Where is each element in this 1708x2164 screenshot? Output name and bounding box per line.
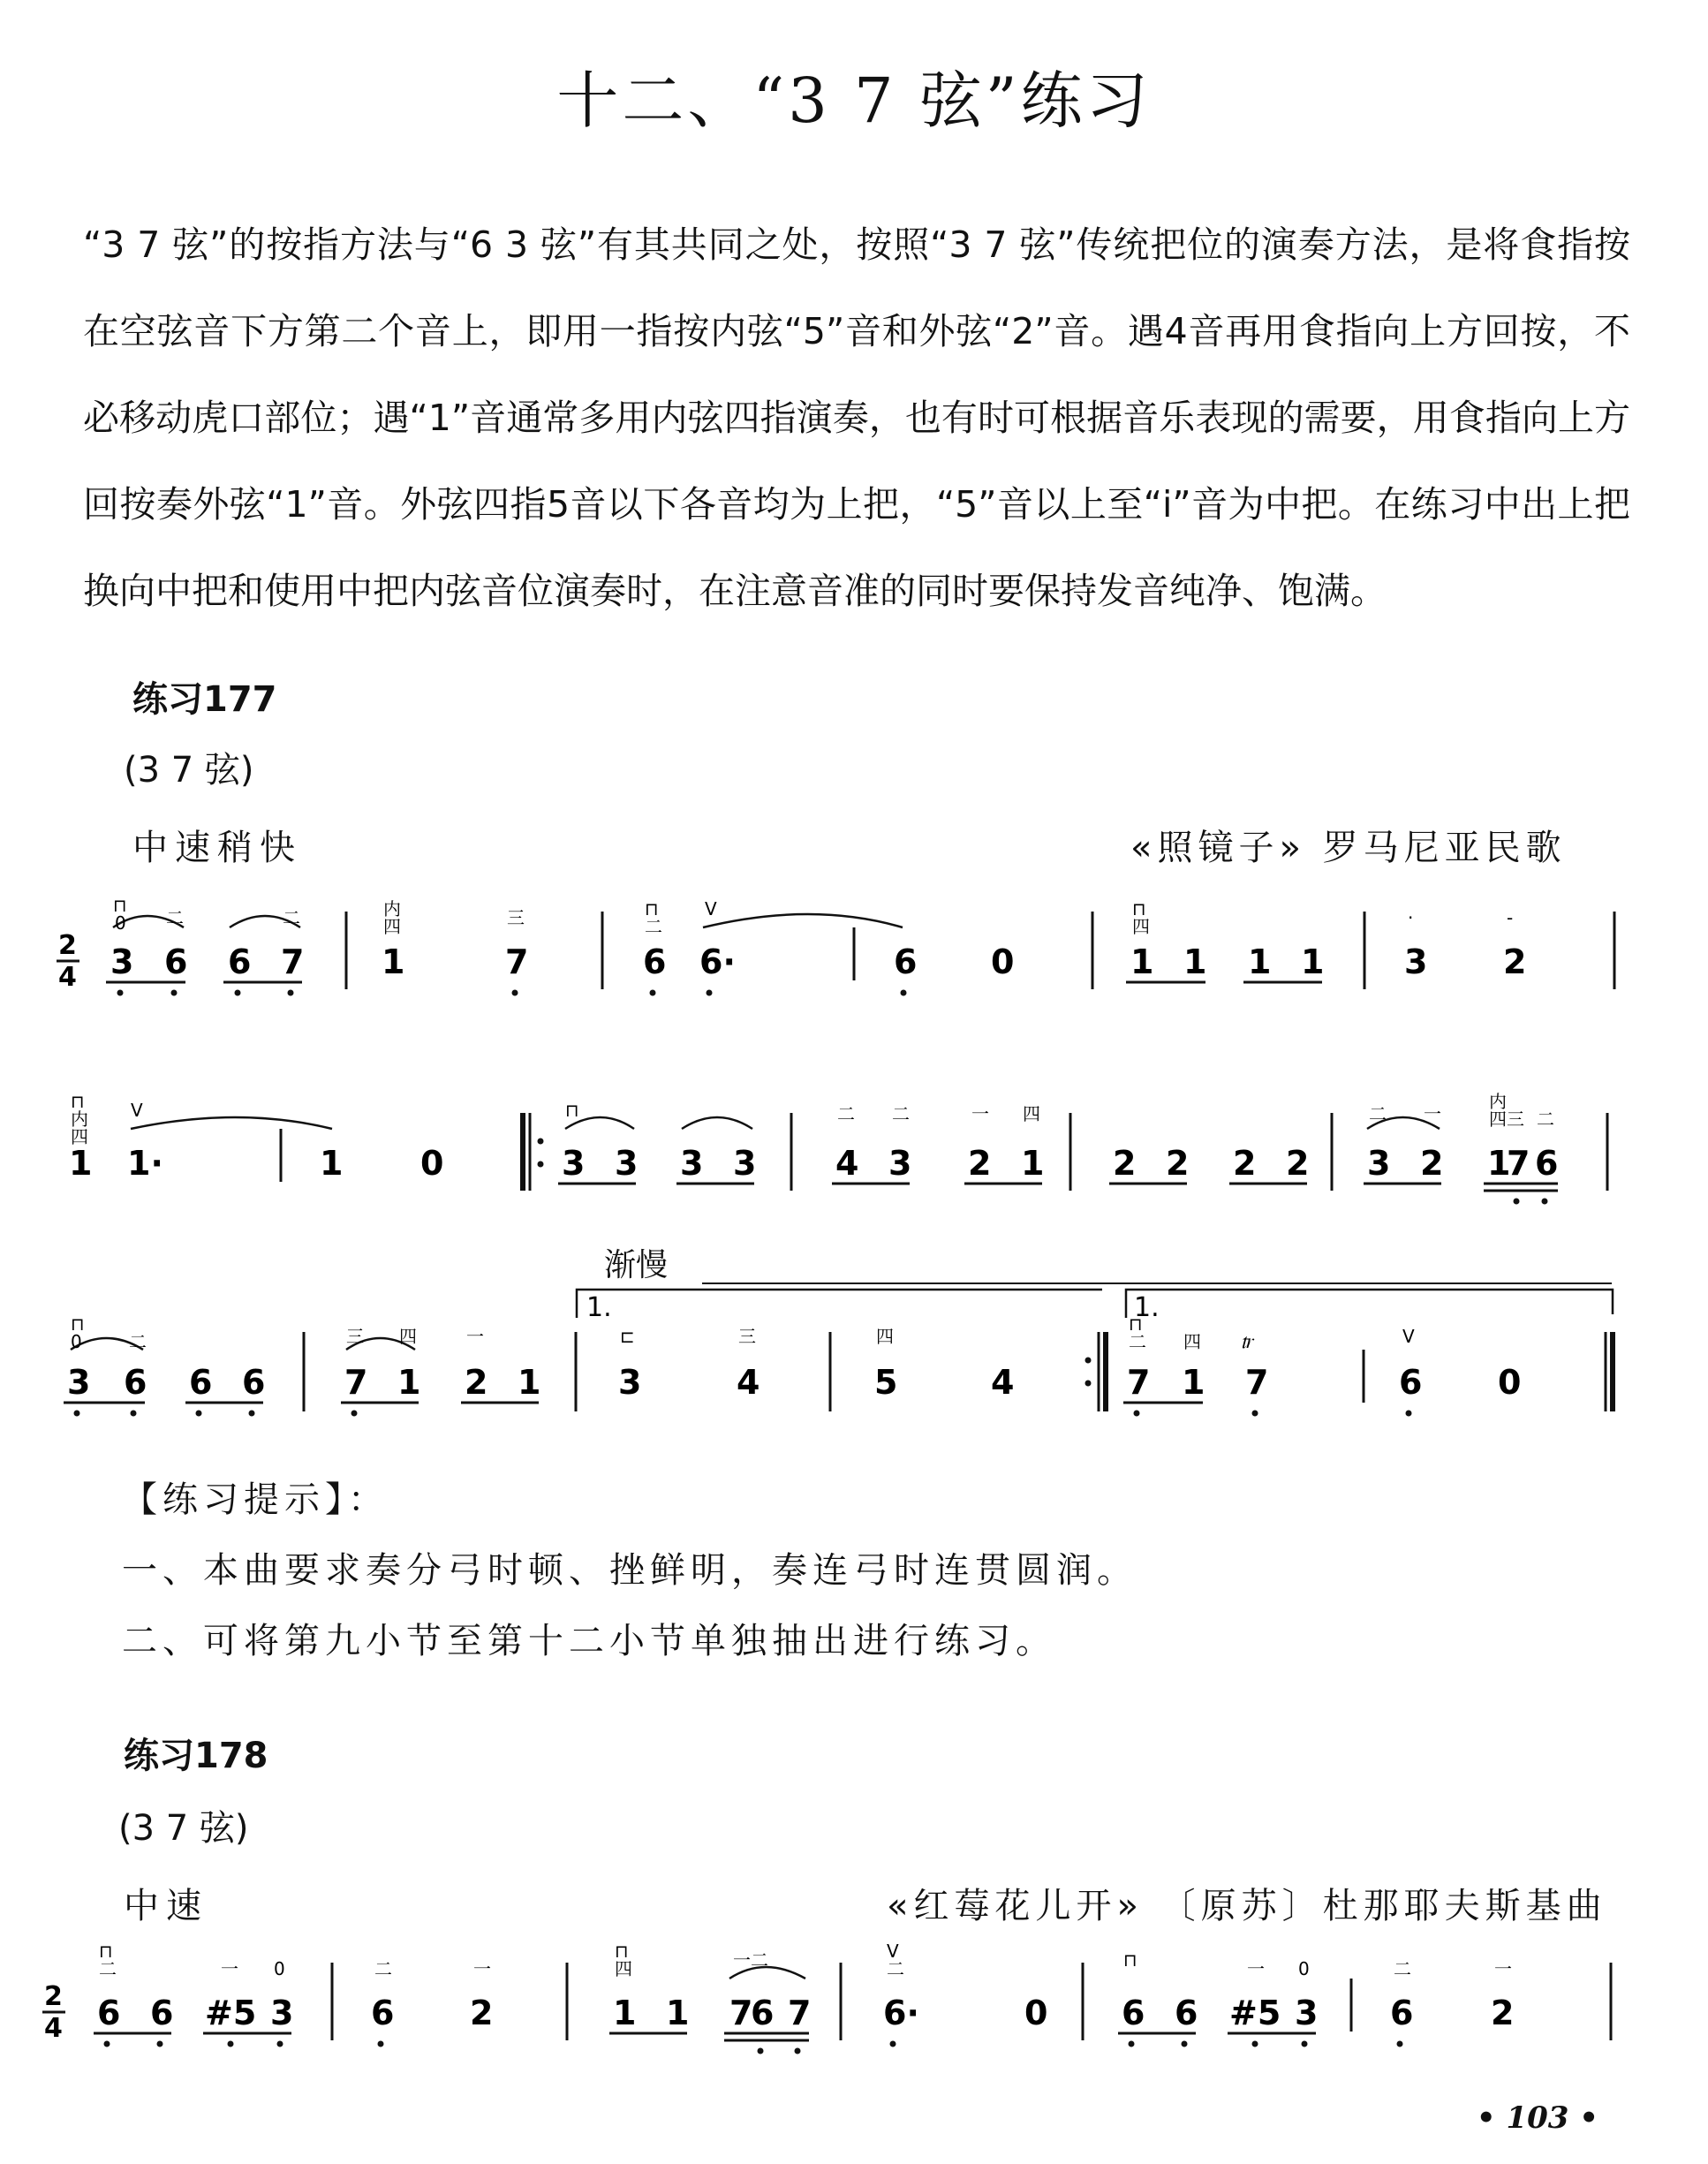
note-row bbox=[69, 1144, 1558, 1183]
note: 4 bbox=[737, 1363, 760, 1402]
note: 1 bbox=[1182, 1363, 1205, 1402]
svg-text:⊏: ⊏ bbox=[620, 1326, 635, 1347]
svg-text:一: 一 bbox=[1247, 1958, 1265, 1979]
note: 1 bbox=[518, 1363, 541, 1402]
svg-text:-: - bbox=[1507, 907, 1514, 928]
svg-text:四: 四 bbox=[876, 1326, 894, 1347]
exercise-178-tempo: 中速 bbox=[124, 1886, 208, 1926]
note: 1 bbox=[1130, 942, 1154, 981]
note: 0 bbox=[1024, 1994, 1048, 2032]
svg-text:四三: 四三 bbox=[1489, 1108, 1524, 1130]
svg-text:二: 二 bbox=[99, 1958, 117, 1979]
note: 6 bbox=[1535, 1144, 1559, 1183]
note: 0 bbox=[991, 942, 1015, 981]
svg-text:0: 0 bbox=[1298, 1958, 1310, 1979]
note: 7 bbox=[344, 1363, 368, 1402]
svg-text:V: V bbox=[887, 1941, 899, 1962]
section-title: 十二、“3 7 弦”练习 bbox=[556, 64, 1152, 137]
tip-item: 二、可将第九小节至第十二小节单独抽出进行练习。 bbox=[122, 1621, 1056, 1661]
svg-text:V: V bbox=[131, 1100, 143, 1121]
svg-text:⊓: ⊓ bbox=[1123, 1949, 1137, 1971]
page-number: • 103 • bbox=[1476, 2100, 1598, 2136]
svg-text:⊓: ⊓ bbox=[99, 1941, 113, 1962]
note: 1 bbox=[1487, 1144, 1511, 1183]
svg-text:内: 内 bbox=[383, 898, 401, 919]
svg-text:⊓: ⊓ bbox=[615, 1941, 629, 1962]
note: 2 bbox=[1233, 1144, 1257, 1183]
time-signature-bottom: 4 bbox=[58, 962, 77, 993]
note: #5 bbox=[205, 1994, 257, 2032]
exercise-178-source: «红莓花儿开» 〔原苏〕杜那耶夫斯基曲 bbox=[887, 1886, 1607, 1926]
exercise-177-tempo: 中速稍快 bbox=[132, 828, 302, 868]
svg-text:V: V bbox=[1402, 1326, 1415, 1347]
svg-text:0: 0 bbox=[274, 1958, 285, 1979]
svg-text:二: 二 bbox=[1537, 1108, 1554, 1130]
tips-heading: 【练习提示】： bbox=[122, 1479, 389, 1520]
note: 3 bbox=[1404, 942, 1428, 981]
note: 3 bbox=[680, 1144, 704, 1183]
svg-text:二: 二 bbox=[1129, 1331, 1146, 1352]
tip-item: 一、本曲要求奏分弓时顿、挫鲜明，奏连弓时连贯圆润。 bbox=[122, 1550, 1137, 1591]
note: 1· bbox=[127, 1144, 163, 1183]
volta-first: 1. bbox=[586, 1292, 612, 1323]
exercise-177-strings: (3 7 弦) bbox=[124, 750, 254, 791]
svg-text:V: V bbox=[705, 898, 717, 919]
note: 2 bbox=[1113, 1144, 1137, 1183]
svg-text:𝆖: 𝆖 bbox=[1242, 1328, 1254, 1353]
svg-text:二: 二 bbox=[283, 907, 300, 928]
svg-text:二: 二 bbox=[374, 1958, 392, 1979]
note: 4 bbox=[835, 1144, 859, 1183]
note: 6 bbox=[1390, 1994, 1414, 2032]
exercise-178-staff-line-1 bbox=[0, 1926, 1708, 2067]
svg-text:二: 二 bbox=[892, 1103, 910, 1124]
svg-text:一: 一 bbox=[1424, 1103, 1441, 1124]
note: 3 bbox=[270, 1994, 294, 2032]
svg-text:⊓: ⊓ bbox=[565, 1100, 579, 1121]
note: 2 bbox=[1286, 1144, 1310, 1183]
svg-text:四: 四 bbox=[383, 916, 401, 937]
svg-text:⊓: ⊓ bbox=[645, 898, 659, 919]
note: 1 bbox=[320, 1144, 344, 1183]
note: 3 bbox=[615, 1144, 639, 1183]
note-row bbox=[67, 1363, 1521, 1402]
note: 3 bbox=[888, 1144, 912, 1183]
svg-text:内: 内 bbox=[71, 1108, 88, 1130]
note: 7 bbox=[1507, 1144, 1530, 1183]
note: 6 bbox=[97, 1994, 121, 2032]
note: 1 bbox=[666, 1994, 690, 2032]
exercise-178-heading: 练习178 bbox=[124, 1736, 268, 1776]
note: 4 bbox=[991, 1363, 1015, 1402]
note: 3 bbox=[562, 1144, 586, 1183]
svg-text:一二: 一二 bbox=[733, 1949, 768, 1971]
note: 3 bbox=[1295, 1994, 1319, 2032]
note: 6 bbox=[150, 1994, 174, 2032]
note-row bbox=[110, 942, 1526, 981]
svg-text:四: 四 bbox=[615, 1958, 632, 1979]
svg-text:一: 一 bbox=[971, 1103, 989, 1124]
exercise-177-heading: 练习177 bbox=[132, 679, 277, 720]
svg-text:·: · bbox=[1408, 907, 1414, 928]
note: 3 bbox=[67, 1363, 91, 1402]
time-signature-top: 2 bbox=[58, 930, 77, 961]
note: 3 bbox=[110, 942, 134, 981]
note: 7 bbox=[1245, 1363, 1269, 1402]
note: 1 bbox=[1021, 1144, 1045, 1183]
note: 6 bbox=[1175, 1994, 1198, 2032]
note: 2 bbox=[1503, 942, 1527, 981]
note: 1 bbox=[382, 942, 405, 981]
svg-text:一: 一 bbox=[473, 1958, 491, 1979]
note: 5 bbox=[874, 1363, 898, 1402]
svg-text:二: 二 bbox=[887, 1958, 904, 1979]
note: 6 bbox=[894, 942, 918, 981]
exercise-178-strings: (3 7 弦) bbox=[118, 1808, 249, 1849]
svg-text:二: 二 bbox=[129, 1331, 147, 1352]
svg-text:四: 四 bbox=[71, 1126, 88, 1147]
note: 2 bbox=[470, 1994, 494, 2032]
note: 0 bbox=[420, 1144, 444, 1183]
note: 2 bbox=[1420, 1144, 1444, 1183]
note: 6 bbox=[124, 1363, 147, 1402]
note: 6 bbox=[1122, 1994, 1145, 2032]
svg-text:三: 三 bbox=[346, 1326, 364, 1347]
svg-text:一: 一 bbox=[1494, 1958, 1512, 1979]
note: 7 bbox=[505, 942, 529, 981]
svg-text:一: 一 bbox=[466, 1326, 484, 1347]
svg-text:二: 二 bbox=[645, 916, 662, 937]
note: 1 bbox=[69, 1144, 93, 1183]
exercise-177-source: «照镜子» 罗马尼亚民歌 bbox=[1130, 828, 1567, 868]
svg-text:⊓: ⊓ bbox=[71, 1091, 85, 1112]
note: 6 bbox=[1399, 1363, 1423, 1402]
svg-text:四: 四 bbox=[1183, 1331, 1201, 1352]
note: 1 bbox=[1248, 942, 1272, 981]
note: 6 bbox=[164, 942, 188, 981]
note: 3 bbox=[618, 1363, 642, 1402]
note: 3 bbox=[733, 1144, 757, 1183]
note: 6 bbox=[228, 942, 252, 981]
note: 1 bbox=[397, 1363, 421, 1402]
exercise-177-staff-line-2 bbox=[0, 1076, 1708, 1217]
time-signature-top: 2 bbox=[44, 1981, 63, 2012]
svg-text:二: 二 bbox=[837, 1103, 855, 1124]
note: 2 bbox=[1491, 1994, 1515, 2032]
svg-text:二: 二 bbox=[166, 907, 184, 928]
svg-text:⊓: ⊓ bbox=[71, 1313, 85, 1335]
svg-text:0: 0 bbox=[71, 1331, 82, 1352]
note: #5 bbox=[1229, 1994, 1281, 2032]
note: 6 bbox=[643, 942, 667, 981]
note: 2 bbox=[465, 1363, 488, 1402]
svg-text:二: 二 bbox=[1369, 1103, 1387, 1124]
svg-text:四: 四 bbox=[1023, 1103, 1040, 1124]
note: 2 bbox=[1166, 1144, 1190, 1183]
note-row bbox=[97, 1994, 1514, 2032]
note: 6 bbox=[371, 1994, 395, 2032]
exercise-177-staff-line-1 bbox=[0, 874, 1708, 1016]
svg-text:⊓: ⊓ bbox=[1129, 1313, 1143, 1335]
intro-paragraph: “3 7 弦”的按指方法与“6 3 弦”有其共同之处，按照“3 7 弦”传统把位的演奏方法，是将食指按在空弦音下方第二个音上，即用一指按内弦“5”音和外弦“2”音。遇4音再用食指向上方回按，不必移动虎口部位；遇“1”音通常多用内弦四指演奏，也有时可根据音乐表现的需要，用食指向上方回按奏外弦“1”音。外弦四指5音以下各音均为上把，“5”音以上至“i”音为中把。在练习中出上把换向中把和使用中把内弦音位演奏时，在注意音准的同时要保持发音纯净、饱满。 bbox=[83, 223, 1630, 612]
exercise-177-staff-line-3 bbox=[0, 1279, 1708, 1420]
note: 6 bbox=[189, 1363, 213, 1402]
time-signature-bottom: 4 bbox=[44, 2013, 63, 2044]
note: 6· bbox=[883, 1994, 919, 2032]
note: 1 bbox=[613, 1994, 637, 2032]
note: 7 bbox=[281, 942, 305, 981]
svg-text:三: 三 bbox=[507, 907, 525, 928]
ritardando-marking: 渐慢 bbox=[604, 1247, 669, 1283]
note: 6 bbox=[751, 1994, 775, 2032]
note: 7 bbox=[729, 1994, 753, 2032]
svg-text:三: 三 bbox=[738, 1326, 756, 1347]
note: 1 bbox=[1183, 942, 1207, 981]
svg-text:四: 四 bbox=[1132, 916, 1150, 937]
svg-text:⊓: ⊓ bbox=[113, 895, 127, 916]
note: 2 bbox=[968, 1144, 992, 1183]
note: 3 bbox=[1367, 1144, 1391, 1183]
svg-text:二: 二 bbox=[1394, 1958, 1411, 1979]
svg-text:⊓: ⊓ bbox=[1132, 898, 1146, 919]
note: 7 bbox=[788, 1994, 812, 2032]
svg-text:0: 0 bbox=[115, 912, 126, 934]
note: 0 bbox=[1498, 1363, 1522, 1402]
svg-text:一: 一 bbox=[221, 1958, 238, 1979]
note: 7 bbox=[1127, 1363, 1151, 1402]
note: 1 bbox=[1301, 942, 1325, 981]
volta-second: 1. bbox=[1134, 1292, 1160, 1323]
note: 6· bbox=[699, 942, 736, 981]
svg-text:内: 内 bbox=[1489, 1091, 1507, 1112]
svg-text:四: 四 bbox=[399, 1326, 417, 1347]
note: 6 bbox=[242, 1363, 266, 1402]
